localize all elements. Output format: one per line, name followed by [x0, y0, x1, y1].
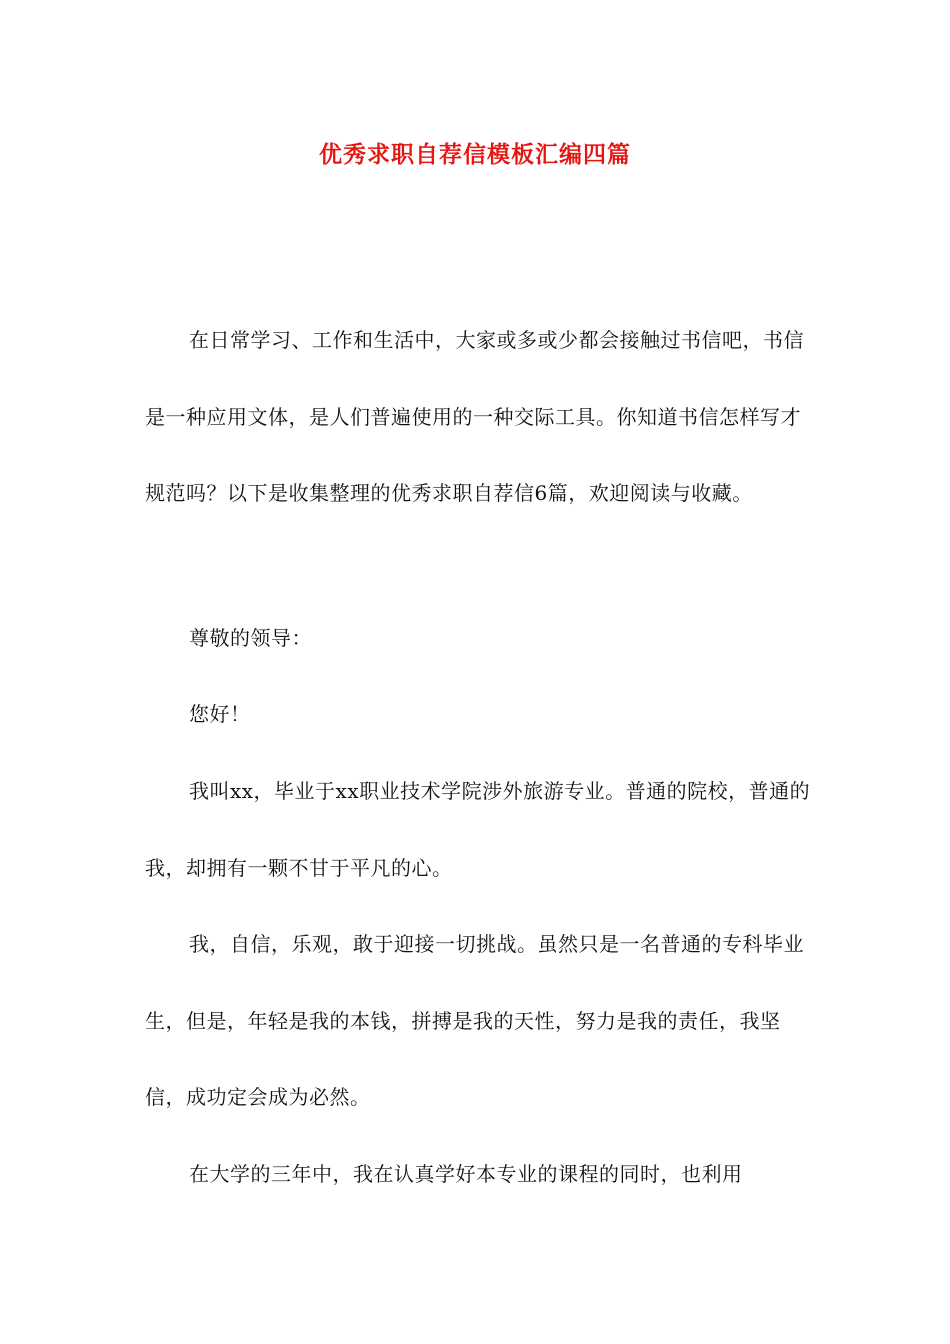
salutation: 尊敬的领导： — [189, 626, 312, 650]
personality-paragraph: 我，自信，乐观，敢于迎接一切挑战。虽然只是一名普通的专科毕业生，但是，年轻是我的本钱，拼搏是我的天性，努力是我的责任，我坚信，成功定会成为必然。 — [145, 932, 804, 1109]
document-title: 优秀求职自荐信模板汇编四篇 — [319, 141, 631, 168]
intro-paragraph: 在日常学习、工作和生活中，大家或多或少都会接触过书信吧，书信是一种应用文体，是人们普遍使用的一种交际工具。你知道书信怎样写才规范吗？以下是收集整理的优秀求职自荐信6篇，欢迎阅读与收藏。 — [145, 328, 804, 505]
university-paragraph: 在大学的三年中，我在认真学好本专业的课程的同时，也利用 — [189, 1162, 743, 1186]
greeting: 您好！ — [189, 702, 251, 726]
self-introduction-paragraph: 我叫xx，毕业于xx职业技术学院涉外旅游专业。普通的院校，普通的我，却拥有一颗不甘于平凡的心。 — [145, 779, 811, 880]
